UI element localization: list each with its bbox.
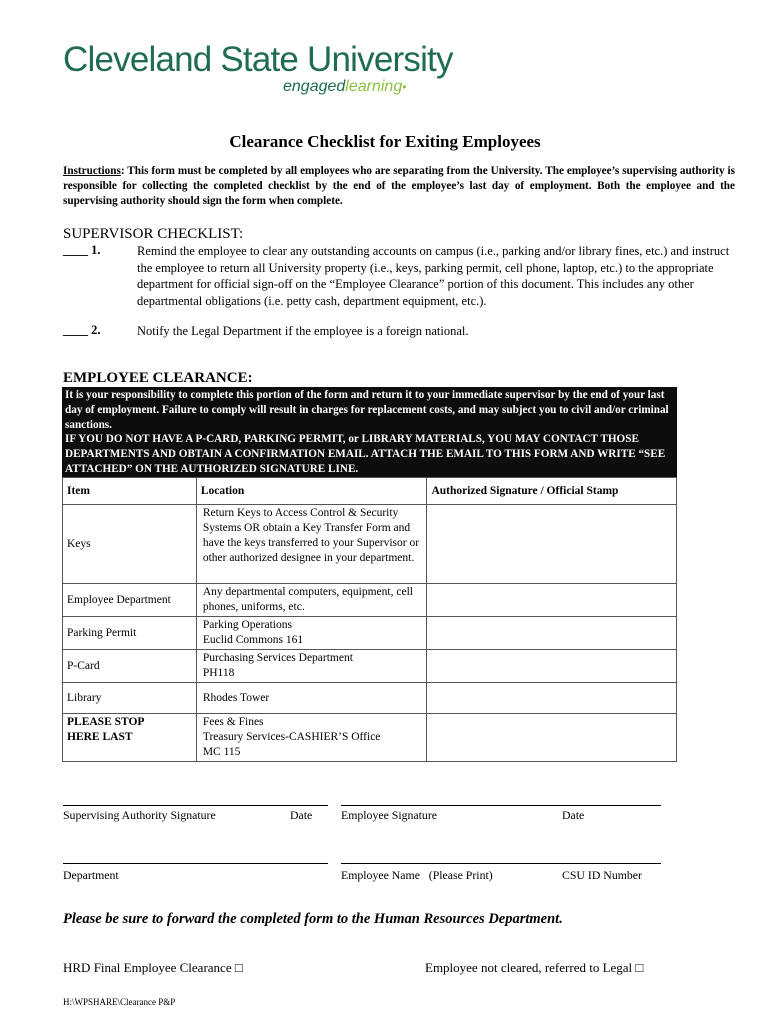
supervisor-item-1-number: ____ 1.: [63, 243, 101, 257]
forward-note: Please be sure to forward the completed form to the Human Resources Department.: [63, 911, 563, 927]
signature-cell[interactable]: [427, 650, 677, 683]
hrd-final-clearance-checkbox[interactable]: HRD Final Employee Clearance □: [63, 960, 243, 975]
employee-signature-line[interactable]: [341, 805, 661, 806]
logo-tagline: [283, 78, 406, 96]
supervisor-item-2-number: ____ 2.: [63, 323, 101, 337]
row-location: Return Keys to Access Control & Security Systems OR obtain a Key Transfer Form and have the keys transferred to your Supervisor or other authorized designee in your department.: [196, 505, 427, 584]
signature-cell[interactable]: [427, 584, 677, 617]
table-row: [63, 617, 677, 650]
supervising-authority-label: Supervising Authority Signature: [63, 808, 216, 822]
page-title: Clearance Checklist for Exiting Employees: [229, 132, 541, 151]
table-row: [63, 650, 677, 683]
responsibility-notice: [62, 387, 677, 477]
row-item: PLEASE STOP HERE LAST: [63, 714, 197, 762]
csu-id-label: CSU ID Number: [562, 868, 642, 882]
row-item: Employee Department: [63, 584, 197, 617]
employee-clearance-heading: EMPLOYEE CLEARANCE:: [63, 370, 253, 386]
row-location: Parking Operations Euclid Commons 161: [196, 617, 427, 650]
row-item: Library: [63, 683, 197, 714]
table-header-row: [63, 478, 677, 505]
logo-tagline-part1: engaged: [283, 78, 346, 95]
row-location: Fees & Fines Treasury Services-CASHIER’S Office MC 115: [196, 714, 427, 762]
row-item: Parking Permit: [63, 617, 197, 650]
department-label: Department: [63, 868, 119, 882]
instructions-label: Instructions: [63, 165, 121, 177]
row-location: Any departmental computers, equipment, cell phones, uniforms, etc.: [196, 584, 427, 617]
instructions-text: : This form must be completed by all employees who are separating from the University. The employee’s supervising authority is responsible for collecting the completed checklist by the end of the employee’s last day of employment. Both the employee and the supervising authority should sign the form when complete.: [63, 165, 735, 207]
row-item: P-Card: [63, 650, 197, 683]
university-logo: Cleveland State University: [63, 40, 453, 79]
table-row: [63, 714, 677, 762]
clearance-table: [62, 477, 677, 762]
signature-cell[interactable]: [427, 714, 677, 762]
row-location: Purchasing Services Department PH118: [196, 650, 427, 683]
instructions: [63, 164, 735, 209]
notice-paragraph-2: IF YOU DO NOT HAVE A P-CARD, PARKING PERMIT, or LIBRARY MATERIALS, YOU MAY CONTACT THOSE DEPARTMENTS AND OBTAIN A CONFIRMATION EMAIL. ATTACH THE EMAIL TO THIS FORM AND WRITE “SEE ATTACHED” ON THE AUTHORIZED SIGNATURE LINE.: [65, 433, 666, 475]
employee-name-label: Employee Name (Please Print): [341, 868, 493, 882]
not-cleared-checkbox[interactable]: Employee not cleared, referred to Legal □: [425, 960, 644, 975]
employee-signature-label: Employee Signature: [341, 808, 437, 822]
header-signature: Authorized Signature / Official Stamp: [427, 478, 677, 505]
logo-dot-icon: •: [402, 80, 407, 94]
employee-name-line[interactable]: [341, 863, 661, 864]
logo-tagline-part2: learning: [345, 78, 403, 95]
table-row: [63, 584, 677, 617]
supervisor-heading: SUPERVISOR CHECKLIST:: [63, 226, 244, 242]
signature-cell[interactable]: [427, 683, 677, 714]
notice-paragraph-1: It is your responsibility to complete this portion of the form and return it to your immediate supervisor by the end of your last day of employment. Failure to comply will result in charges for replacement costs, and may subject you to civil and/or criminal sanctions.: [65, 389, 669, 431]
supervisor-item-1-text: Remind the employee to clear any outstanding accounts on campus (i.e., parking and/or library fines, etc.) and instruct the employee to return all University property (i.e., keys, parking permit, cell phone, laptop, etc.) to the appropriate department for official sign-off on the “Employee Clearance” portion of this document. This includes any other departmental obligations (i.e. petty cash, department equipment, etc.).: [137, 244, 730, 308]
header-item: Item: [63, 478, 197, 505]
row-location: Rhodes Tower: [196, 683, 427, 714]
department-line[interactable]: [63, 863, 328, 864]
signature-cell[interactable]: [427, 505, 677, 584]
footer-path: H:\WPSHARE\Clearance P&P: [63, 997, 176, 1007]
supervisor-item-2-text: Notify the Legal Department if the employee is a foreign national.: [137, 324, 469, 338]
supervising-signature-line[interactable]: [63, 805, 328, 806]
signature-cell[interactable]: [427, 617, 677, 650]
date-label-2: Date: [562, 808, 585, 822]
date-label-1: Date: [290, 808, 313, 822]
table-row: [63, 683, 677, 714]
row-item: Keys: [63, 505, 197, 584]
table-row: [63, 505, 677, 584]
header-location: Location: [196, 478, 427, 505]
